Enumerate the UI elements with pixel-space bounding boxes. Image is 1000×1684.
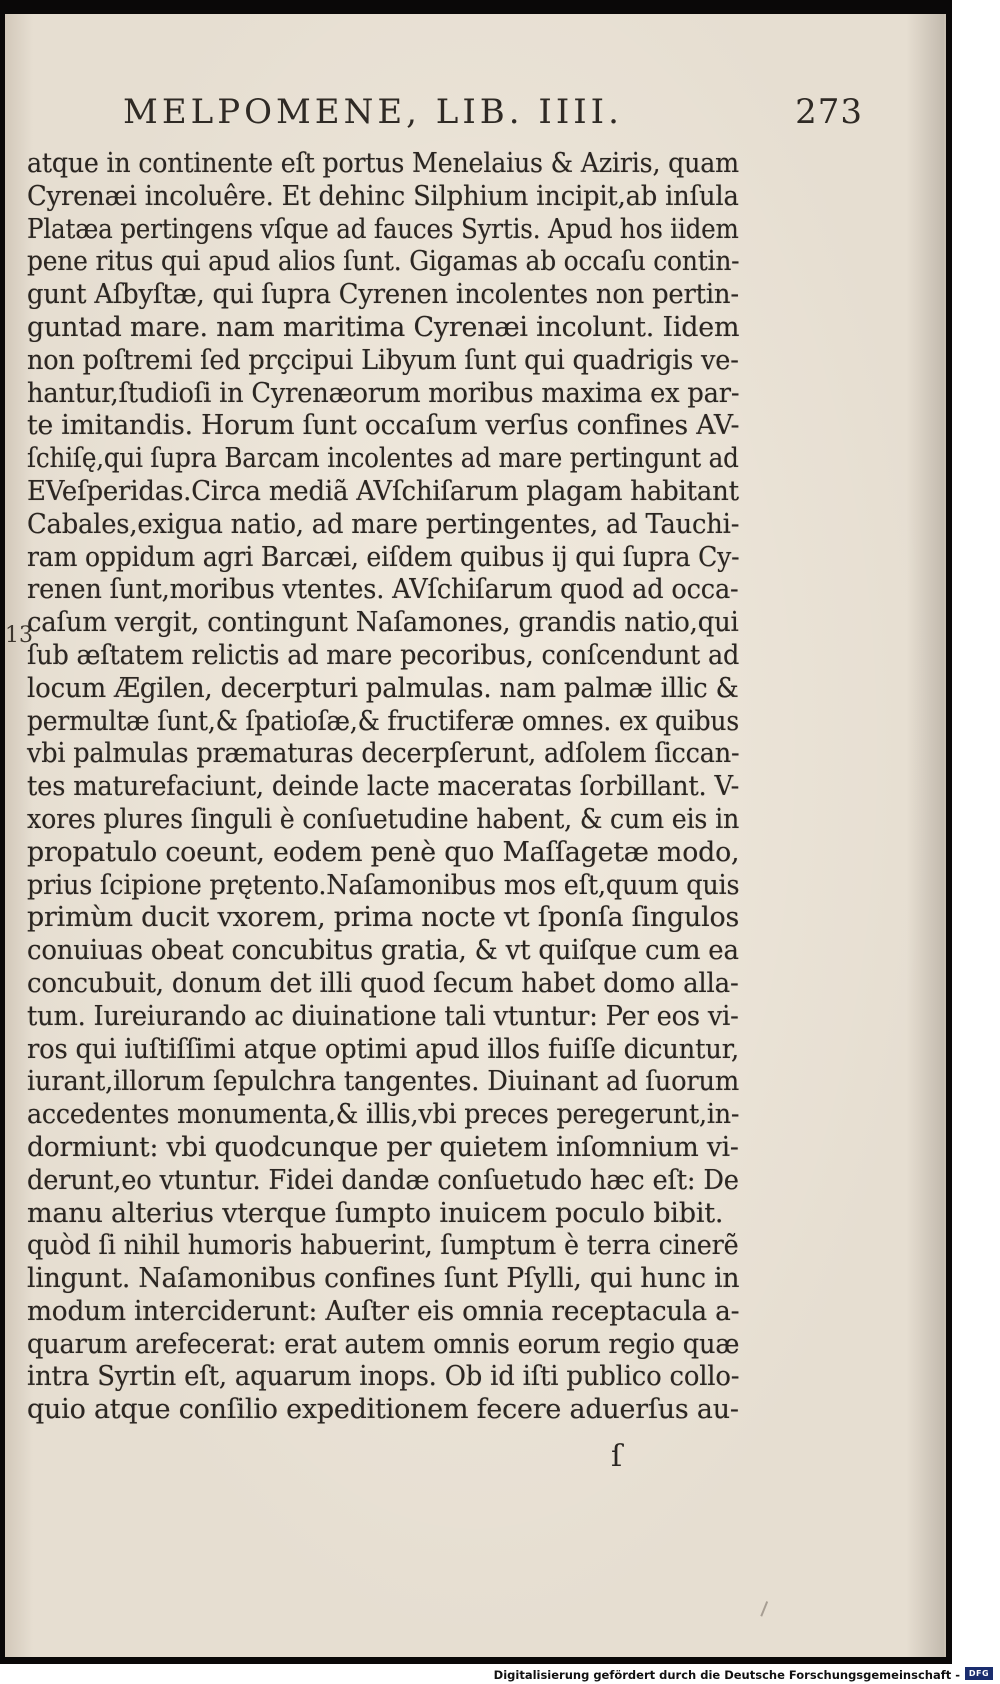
text-line: gunt Aſbyſtæ, qui ſupra Cyrenen incolentes non pertin- (27, 279, 739, 311)
body-text (27, 148, 739, 1427)
text-line: derunt,eo vtuntur. Fidei dandæ conſuetudo hæc eſt: De (27, 1164, 739, 1196)
footer-credit: Digitalisierung gefördert durch die Deutsche Forschungsgemeinschaft - (493, 1668, 960, 1682)
text-line: accedentes monumenta,& illis,vbi preces peregerunt,in- (27, 1099, 740, 1131)
text-line: quarum arefecerat: erat autem omnis eorum regio quæ (27, 1328, 740, 1360)
text-line: dormiunt: vbi quodcunque per quietem inſomnium vi- (27, 1131, 739, 1163)
margin-number: 13 (5, 623, 33, 648)
running-head (123, 92, 863, 136)
running-head-title: MELPOMENE, LIB. IIII. (123, 92, 623, 132)
text-line: caſum vergit, contingunt Naſamones, grandis natio,qui (27, 607, 739, 639)
text-line: ſub æſtatem relictis ad mare pecoribus, conſcendunt ad (27, 639, 740, 671)
text-line: primùm ducit vxorem, prima nocte vt ſponſa ſingulos (27, 902, 740, 934)
text-line: lingunt. Naſamonibus confines ſunt Pſylli, qui hunc in (27, 1263, 740, 1295)
text-line: manu alterius vterque ſumpto inuicem poculo bibit. (27, 1197, 724, 1229)
text-line: conuiuas obeat concubitus gratia, & vt quiſque cum ea (27, 935, 739, 967)
text-line: ros qui iuſtiſſimi atque optimi apud illos fuiſſe dicuntur, (27, 1033, 740, 1065)
text-line: Platæa pertingens vſque ad fauces Syrtis. Apud hos iidem (27, 213, 739, 245)
text-line: iurant,illorum ſepulchra tangentes. Diuinant ad ſuorum (27, 1066, 740, 1098)
text-line: permultæ ſunt,& ſpatioſæ,& fructiferæ omnes. ex quibus (27, 705, 739, 737)
text-line: te imitandis. Horum ſunt occaſum verſus confines AV- (27, 410, 740, 442)
page-number: 273 (795, 92, 863, 132)
text-line: tum. Iureiurando ac diuinatione tali vtuntur: Per eos vi- (27, 1000, 739, 1032)
text-line: ram oppidum agri Barcæi, eiſdem quibus ij qui ſupra Cy- (27, 541, 740, 573)
text-line: quio atque conſilio expeditionem fecere aduerſus au- (27, 1394, 739, 1426)
text-line: tes maturefaciunt, deinde lacte maceratas ſorbillant. V- (27, 771, 740, 803)
text-line: Cyrenæi incoluêre. Et dehinc Silphium incipit,ab inſula (27, 180, 739, 212)
text-line: propatulo coeunt, eodem penè quo Maſſagetæ modo, (27, 836, 740, 868)
ink-speck (760, 1601, 773, 1619)
text-line: hantur,ſtudioſi in Cyrenæorum moribus maxima ex par- (27, 377, 740, 409)
text-line: prius ſcipione prętento.Naſamonibus mos eſt,quum quis (27, 869, 740, 901)
text-line: EVeſperidas.Circa mediã AVſchiſarum plagam habitant (27, 475, 739, 507)
catchword: ſ (611, 1439, 623, 1474)
text-line: guntad mare. nam maritima Cyrenæi incolunt. Iidem (27, 311, 740, 343)
text-line: xores plures ſinguli è conſuetudine habent, & cum eis in (27, 803, 740, 835)
book-page (5, 14, 946, 1657)
text-line: ſchiſę,qui ſupra Barcam incolentes ad mare pertingunt ad (27, 443, 739, 475)
text-line: intra Syrtin eſt, aquarum inops. Ob id iſti publico collo- (27, 1361, 740, 1393)
text-line: locum Ægilen, decerpturi palmulas. nam palmæ illic & (27, 672, 739, 704)
text-line: pene ritus qui apud alios ſunt. Gigamas ab occaſu contin- (27, 246, 740, 278)
text-line: concubuit, donum det illi quod ſecum habet domo alla- (27, 967, 739, 999)
text-line: renen ſunt,moribus vtentes. AVſchiſarum quod ad occa- (27, 574, 739, 606)
text-line: atque in continente eſt portus Menelaius & Aziris, quam (27, 148, 739, 179)
text-line: quòd ſi nihil humoris habuerint, ſumptum è terra cinerẽ (27, 1230, 739, 1262)
text-line: vbi palmulas præmaturas decerpſerunt, adſolem ſiccan- (27, 738, 740, 770)
text-line: Cabales,exigua natio, ad mare pertingentes, ad Tauchi- (27, 508, 740, 540)
text-line: non poſtremi ſed prçcipui Libyum ſunt qui quadrigis ve- (27, 344, 739, 376)
dfg-logo: DFG (965, 1667, 993, 1680)
text-line: modum interciderunt: Auſter eis omnia receptacula a- (27, 1295, 740, 1327)
